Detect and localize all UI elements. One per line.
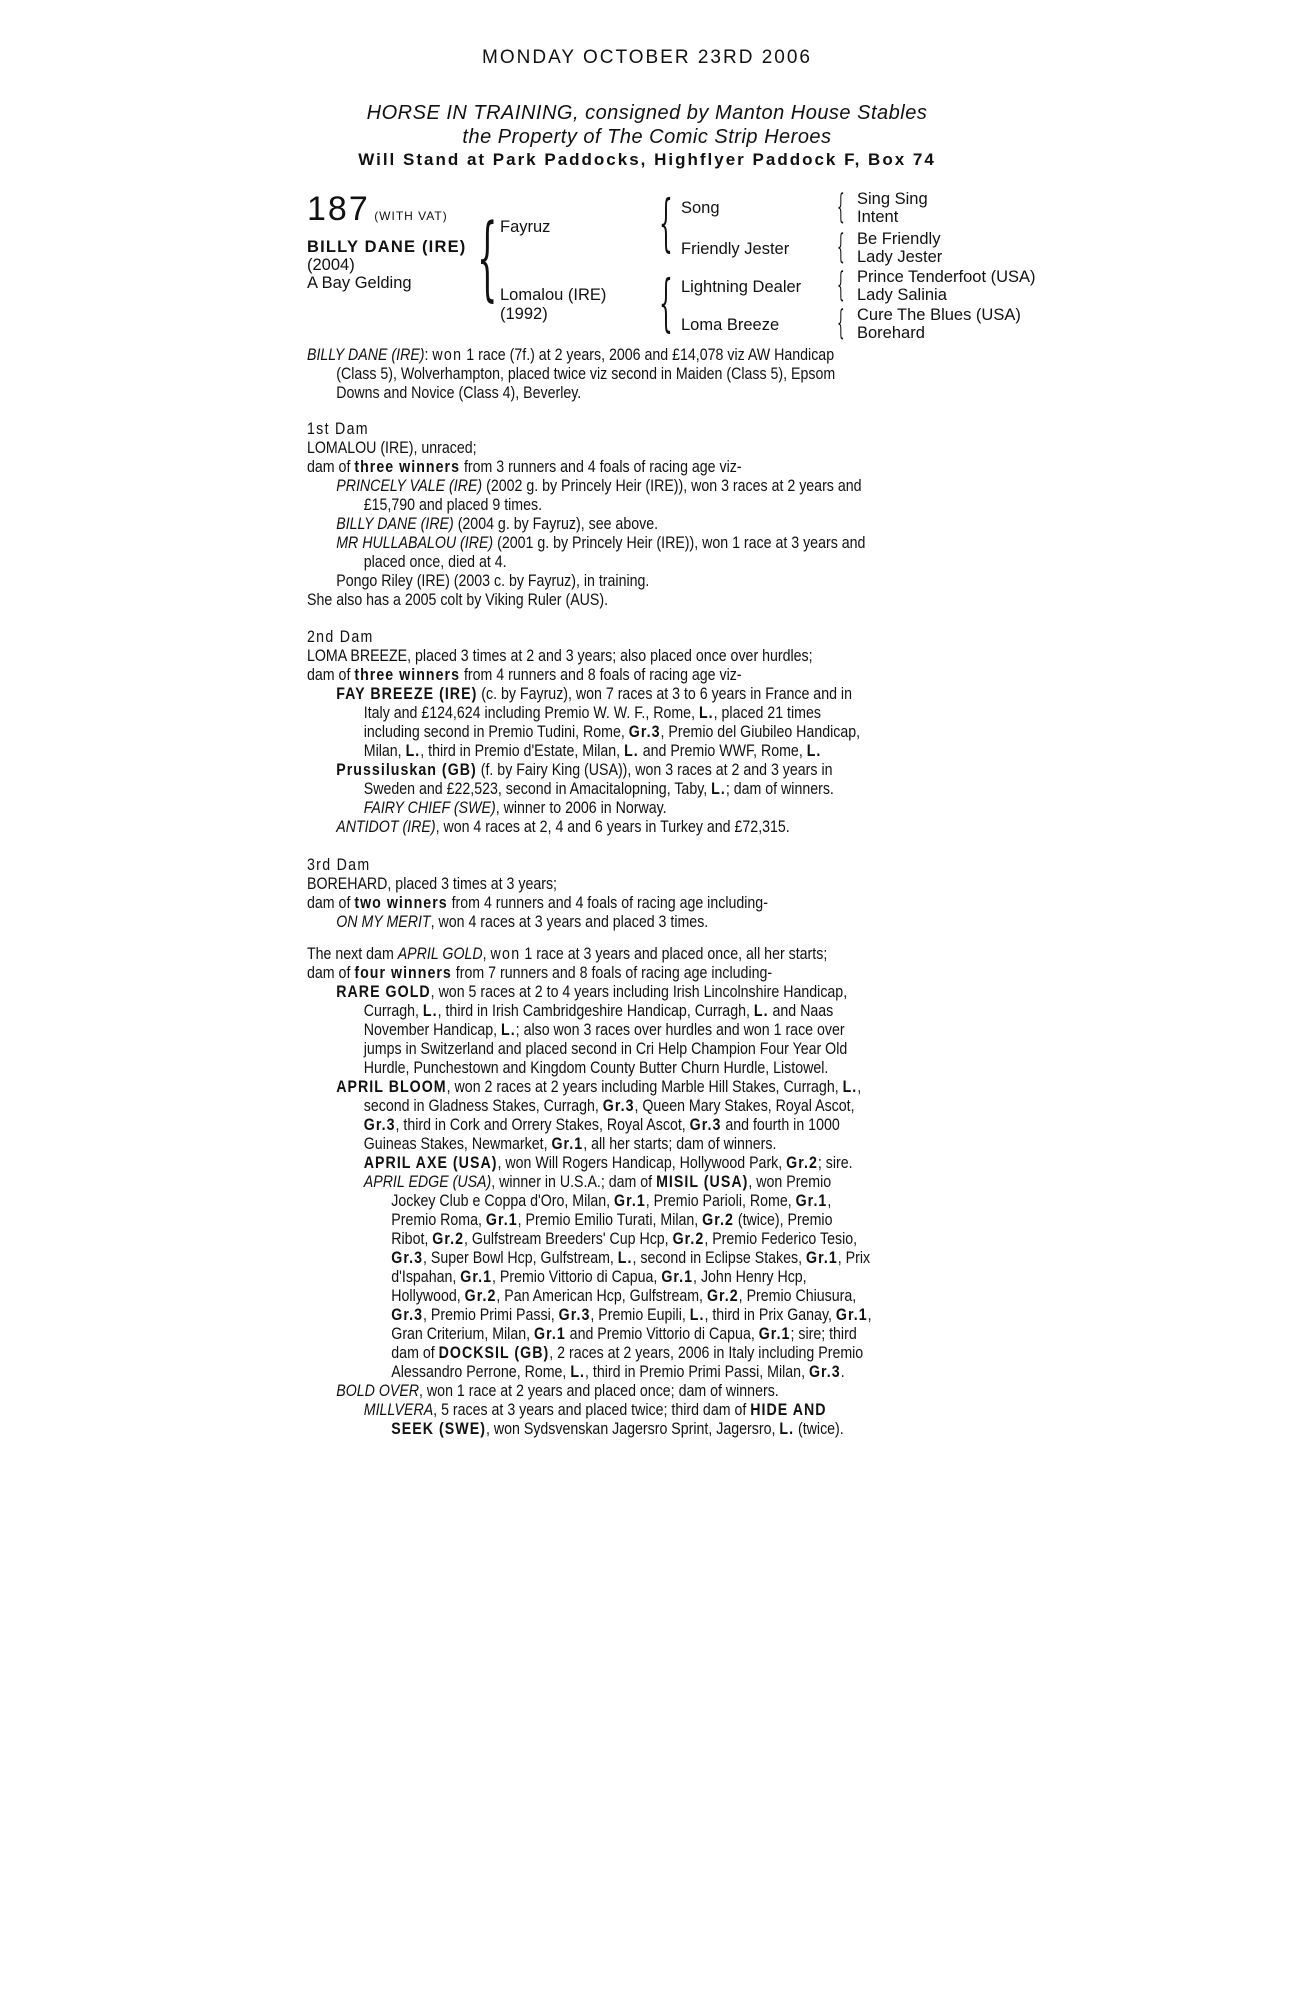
sire-dam: Friendly Jester xyxy=(681,240,790,258)
second-dam-section: 2nd Dam LOMA BREEZE, placed 3 times at 2 and 3 years; also placed once over hurdles; dam of three winners from 4 runners and 8 foals of racing age viz- FAY BREEZE (IRE) (c. by Fayruz), won 7 races at 3 to 6 years in France and in Italy and £124,624 including Premio W. W. F., Rome, L., placed 21 times including second in Premio Tudini, Rome, Gr.3, Premio del Giubileo Handicap, Milan, L., third in Premio d'Estate, Milan, L. and Premio WWF, Rome, L. Prussiluskan (GB) (f. by Fairy King (USA)), won 3 races at 2 and 3 years in Sweden and £22,523, second in Amacitalopning, Taby, L.; dam of winners. FAIRY CHIEF (SWE), winner to 2006 in Norway. ANTIDOT (IRE), won 4 races at 2, 4 and 6 years in Turkey and £72,315. xyxy=(307,628,961,837)
third-dam-section: 3rd Dam BOREHARD, placed 3 times at 3 years; dam of two winners from 4 runners and 4 foals of racing age including- ON MY MERIT, won 4 races at 3 years and placed 3 times. xyxy=(307,856,961,932)
pedigree-ssd: Intent xyxy=(857,208,899,226)
location-line: Will Stand at Park Paddocks, Highflyer Paddock F, Box 74 xyxy=(358,150,936,169)
consignor-line: HORSE IN TRAINING, consigned by Manton House Stables xyxy=(366,102,928,124)
property-line: the Property of The Comic Strip Heroes xyxy=(462,126,832,148)
horse-year: (2004) xyxy=(307,256,355,274)
section-heading: 2nd Dam xyxy=(307,628,374,646)
pedigree-dss: Prince Tenderfoot (USA) xyxy=(857,268,1036,286)
pedigree-brace: { xyxy=(837,227,845,267)
pedigree-brace: { xyxy=(837,187,845,227)
pedigree-dds: Cure The Blues (USA) xyxy=(857,306,1021,324)
dam-dam: Loma Breeze xyxy=(681,316,780,334)
lot-number: 187 xyxy=(307,190,370,228)
section-heading: 3rd Dam xyxy=(307,856,371,874)
first-dam-section: 1st Dam LOMALOU (IRE), unraced; dam of three winners from 3 runners and 4 foals of racing age viz- PRINCELY VALE (IRE) (2002 g. by Princely Heir (IRE)), won 3 races at 2 years and £15,790 and placed 9 times. BILLY DANE (IRE) (2004 g. by Fayruz), see above. MR HULLABALOU (IRE) (2001 g. by Princely Heir (IRE)), won 1 race at 3 years and placed once, died at 4. Pongo Riley (IRE) (2003 c. by Fayruz), in training. She also has a 2005 colt by Viking Ruler (AUS). xyxy=(307,420,961,610)
horse-description: A Bay Gelding xyxy=(307,274,412,292)
pedigree-brace: { xyxy=(477,204,498,311)
lot-header xyxy=(307,190,448,229)
dam-year: (1992) xyxy=(500,305,548,323)
pedigree-sss: Sing Sing xyxy=(857,190,928,208)
pedigree-sdd: Lady Jester xyxy=(857,248,943,266)
pedigree-brace: { xyxy=(837,265,845,305)
horse-name: BILLY DANE (IRE) xyxy=(307,238,467,256)
pedigree-ddd: Borehard xyxy=(857,324,925,342)
pedigree-brace: { xyxy=(659,266,673,339)
dam-sire: Lightning Dealer xyxy=(681,278,802,296)
vat-note: (WITH VAT) xyxy=(374,209,448,223)
pedigree-dsd: Lady Salinia xyxy=(857,286,947,304)
fourth-dam-section: The next dam APRIL GOLD, won 1 race at 3 years and placed once, all her starts; dam of four winners from 7 runners and 8 foals of racing age including- RARE GOLD, won 5 races at 2 to 4 years including Irish Lincolnshire Handicap, Curragh, L., third in Irish Cambridgeshire Handicap, Curragh, L. and Naas November Handicap, L.; also won 3 races over hurdles and won 1 race over jumps in Switzerland and placed second in Cri Help Champion Four Year Old Hurdle, Punchestown and Kingdom County Butter Churn Hurdle, Listowel. APRIL BLOOM, won 2 races at 2 years including Marble Hill Stakes, Curragh, L., second in Gladness Stakes, Curragh, Gr.3, Queen Mary Stakes, Royal Ascot, Gr.3, third in Cork and Orrery Stakes, Royal Ascot, Gr.3 and fourth in 1000 Guineas Stakes, Newmarket, Gr.1, all her starts; dam of winners. APRIL AXE (USA), won Will Rogers Handicap, Hollywood Park, Gr.2; sire. APRIL EDGE (USA), winner in U.S.A.; dam of MISIL (USA), won Premio Jockey Club e Coppa d'Oro, Milan, Gr.1, Premio Parioli, Rome, Gr.1, Premio Roma, Gr.1, Premio Emilio Turati, Milan, Gr.2 (twice), Premio Ribot, Gr.2, Gulfstream Breeders' Cup Hcp, Gr.2, Premio Federico Tesio, Gr.3, Super Bowl Hcp, Gulfstream, L., second in Eclipse Stakes, Gr.1, Prix d'Ispahan, Gr.1, Premio Vittorio di Capua, Gr.1, John Henry Hcp, Hollywood, Gr.2, Pan American Hcp, Gulfstream, Gr.2, Premio Chiusura, Gr.3, Premio Primi Passi, Gr.3, Premio Eupili, L., third in Prix Ganay, Gr.1, Gran Criterium, Milan, Gr.1 and Premio Vittorio di Capua, Gr.1; sire; third dam of DOCKSIL (GB), 2 races at 2 years, 2006 in Italy including Premio Alessandro Perrone, Rome, L., third in Premio Primi Passi, Milan, Gr.3. BOLD OVER, won 1 race at 2 years and placed once; dam of winners. MILLVERA, 5 races at 3 years and placed twice; third dam of HIDE AND SEEK (SWE), won Sydsvenskan Jagersro Sprint, Jagersro, L. (twice). xyxy=(307,945,872,1438)
sire: Fayruz xyxy=(500,218,551,236)
pedigree-sds: Be Friendly xyxy=(857,230,941,248)
race-record: BILLY DANE (IRE): won 1 race (7f.) at 2 years, 2006 and £14,078 viz AW Handicap (Class 5), Wolverhampton, placed twice viz second in Maiden (Class 5), Epsom Downs and Novice (Class 4), Beverley. xyxy=(307,346,836,402)
section-heading: 1st Dam xyxy=(307,420,369,438)
sire-sire: Song xyxy=(681,199,720,217)
pedigree-brace: { xyxy=(837,303,845,343)
dam: Lomalou (IRE) xyxy=(500,286,607,304)
catalogue-page xyxy=(307,0,1036,2000)
sale-date: MONDAY OCTOBER 23RD 2006 xyxy=(482,47,812,68)
pedigree-brace: { xyxy=(659,186,673,259)
